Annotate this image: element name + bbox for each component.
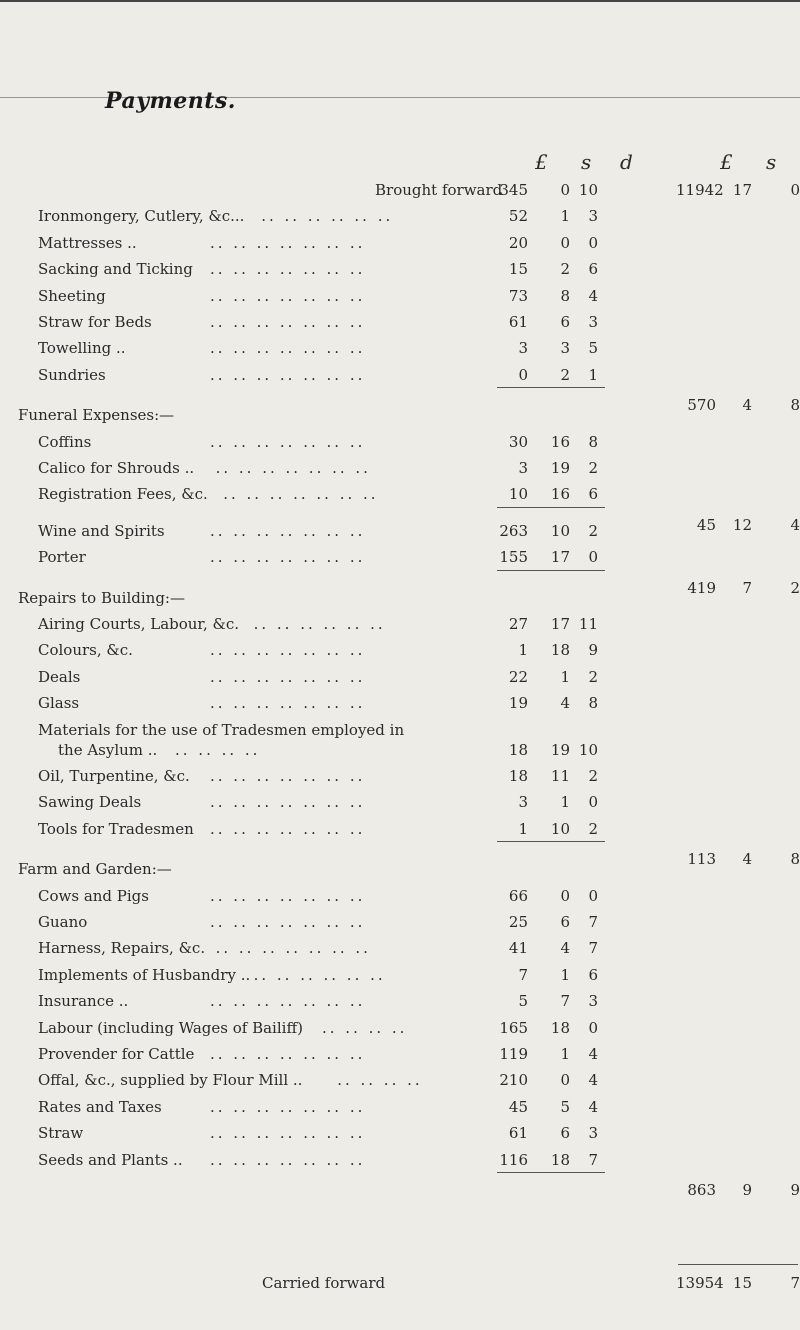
line-item-pounds: 27 [508, 615, 528, 633]
section-heading-label: Farm and Garden:— [18, 860, 172, 879]
section-total-pounds: 570 [687, 396, 716, 415]
section-total-pence: 2 [790, 578, 800, 597]
section-total-shillings: 12 [732, 515, 752, 534]
line-item-label: Straw for Beds [38, 313, 152, 331]
line-item-shillings: 0 [560, 886, 570, 905]
line-item-pounds: 41 [508, 939, 528, 958]
line-item-pounds: 18 [508, 767, 528, 785]
line-item-label: Sheeting [38, 286, 106, 305]
line-item-label: Deals [38, 667, 81, 686]
line-item [0, 1094, 800, 1120]
line-item-shillings: 0 [560, 233, 570, 252]
line-item-label: Sundries [38, 365, 106, 384]
line-item-pence: 2 [588, 819, 598, 838]
line-item-shillings: 6 [560, 313, 570, 331]
line-item-label: Coffins [38, 432, 92, 451]
line-item-pounds: 119 [499, 1045, 528, 1063]
line-item-pence: 3 [588, 313, 598, 331]
line-item [0, 962, 800, 988]
leader-dots: .. .. .. .. .. .. .. [210, 548, 366, 567]
brought-forward-label: Brought forward [375, 181, 503, 199]
section-heading [0, 585, 800, 611]
section-total-pence: 4 [790, 515, 800, 534]
line-item-pounds: 25 [508, 913, 528, 931]
leader-dots: .. .. .. .. .. .. .. [210, 913, 366, 931]
brought-forward-shillings: 0 [560, 181, 570, 199]
leader-dots: .. .. .. .. .. .. .. [210, 1045, 366, 1063]
line-item [0, 481, 800, 507]
line-item-pence: 7 [588, 913, 598, 931]
leader-dots: .. .. .. .. .. .. [261, 207, 394, 226]
line-item [0, 816, 800, 842]
line-item-shillings: 3 [560, 339, 570, 358]
leader-dots: .. .. .. .. .. .. .. [210, 667, 366, 686]
leader-dots: .. .. .. .. .. .. .. [210, 793, 366, 812]
line-item-pounds: 30 [508, 432, 528, 451]
line-item-pounds: 73 [508, 286, 528, 305]
leader-dots: .. .. .. .. .. .. .. [210, 432, 366, 451]
leader-dots: .. .. .. .. .. .. .. [215, 459, 371, 477]
line-item-label: Registration Fees, &c. [38, 485, 208, 504]
section-total-pounds: 45 [696, 515, 716, 534]
section-total-shillings: 4 [742, 396, 752, 415]
line-item [0, 362, 800, 388]
line-item [0, 611, 800, 637]
line-item-shillings: 1 [560, 207, 570, 226]
line-item-shillings: 17 [550, 548, 570, 567]
line-item-pence: 7 [588, 939, 598, 958]
leader-dots: .. .. .. .. .. .. .. [210, 286, 366, 305]
leader-dots: .. .. .. .. .. .. .. [210, 819, 366, 838]
line-item-shillings: 17 [550, 615, 570, 633]
leader-dots: .. .. .. .. [322, 1018, 408, 1037]
line-item-pounds: 10 [508, 485, 528, 504]
total-rule [678, 1264, 798, 1265]
leader-dots: .. .. .. .. .. .. .. [210, 1124, 366, 1143]
line-item-label: Harness, Repairs, &c. [38, 939, 206, 958]
carried-forward-shillings: 15 [732, 1274, 752, 1292]
line-item-shillings: 4 [560, 694, 570, 713]
line-item-label: Towelling .. [38, 339, 126, 358]
line-item [0, 690, 800, 716]
line-item-pence: 4 [588, 1045, 598, 1063]
line-item [0, 883, 800, 909]
line-item-pounds: 1 [518, 641, 528, 660]
line-item-pounds: 3 [518, 459, 528, 477]
line-item-shillings: 1 [560, 793, 570, 812]
line-item-pence: 2 [588, 667, 598, 686]
line-item-pence: 0 [588, 886, 598, 905]
line-item-shillings: 19 [550, 740, 570, 759]
brought-forward-total-shillings: 17 [732, 181, 752, 199]
line-item [0, 789, 800, 815]
line-item-shillings: 1 [560, 667, 570, 686]
line-item-label: Porter [38, 548, 86, 567]
leader-dots: .. .. .. .. .. .. .. [223, 485, 379, 504]
line-item-pence: 8 [588, 432, 598, 451]
line-item-pence: 3 [588, 992, 598, 1011]
line-item-label: Mattresses .. [38, 233, 137, 252]
line-item-pence: 0 [588, 548, 598, 567]
line-item-pounds: 155 [499, 548, 528, 567]
leader-dots: .. .. .. .. .. .. .. [210, 767, 366, 785]
line-item-label: Rates and Taxes [38, 1097, 162, 1116]
section-total-pence: 9 [790, 1181, 800, 1199]
line-item [0, 230, 800, 256]
line-item-pence: 3 [588, 207, 598, 226]
line-item-label: Seeds and Plants .. [38, 1150, 183, 1169]
line-item [0, 664, 800, 690]
header-total-pounds: £ [720, 150, 733, 174]
leader-dots: .. .. .. .. [337, 1071, 423, 1090]
leader-dots: .. .. .. .. .. .. .. [210, 313, 366, 331]
carried-forward-pounds: 13954 [676, 1274, 724, 1292]
brought-forward-pounds: 345 [499, 181, 528, 199]
line-item-shillings: 10 [550, 521, 570, 540]
line-item-pence: 6 [588, 485, 598, 504]
line-item-label: Sacking and Ticking [38, 260, 193, 279]
section-total-shillings: 9 [742, 1181, 752, 1199]
line-item-pence: 5 [588, 339, 598, 358]
leader-dots: .. .. .. .. .. .. .. [210, 521, 366, 540]
leader-dots: .. .. .. .. .. .. [253, 965, 386, 984]
section-total-pounds: 863 [687, 1181, 716, 1199]
top-rule [0, 0, 800, 2]
line-item-shillings: 6 [560, 1124, 570, 1143]
line-item-pence: 4 [588, 286, 598, 305]
line-item [0, 935, 800, 961]
subtotal-rule [497, 841, 605, 842]
line-item-shillings: 1 [560, 1045, 570, 1063]
line-item-label: Colours, &c. [38, 641, 133, 660]
header-pence: d [620, 150, 633, 174]
line-item-pounds: 66 [508, 886, 528, 905]
leader-dots: .. .. .. .. .. .. .. [210, 886, 366, 905]
page-title: Payments. [105, 88, 236, 114]
section-heading [0, 856, 800, 882]
line-item-pence: 0 [588, 1018, 598, 1037]
line-item-pounds: 19 [508, 694, 528, 713]
line-item-label: Materials for the use of Tradesmen employed in [38, 720, 405, 739]
line-item-label: Labour (including Wages of Bailiff) [38, 1018, 303, 1037]
line-item-label: Oil, Turpentine, &c. [38, 767, 190, 785]
line-item [0, 1041, 800, 1067]
section-total-shillings: 4 [742, 850, 752, 869]
line-item-pence: 3 [588, 1124, 598, 1143]
line-item [0, 1067, 800, 1093]
line-item-pounds: 3 [518, 339, 528, 358]
leader-dots: .. .. .. .. .. .. .. [210, 260, 366, 279]
carried-forward-label: Carried forward [262, 1274, 386, 1292]
line-item-shillings: 18 [550, 641, 570, 660]
line-item [0, 256, 800, 282]
line-item-pence: 11 [578, 615, 598, 633]
line-item-pounds: 52 [508, 207, 528, 226]
line-item-shillings: 6 [560, 913, 570, 931]
line-item-pence: 4 [588, 1071, 598, 1090]
line-item-pence: 1 [588, 365, 598, 384]
line-item-pounds: 20 [508, 233, 528, 252]
line-item-pounds: 210 [499, 1071, 528, 1090]
line-item [0, 455, 800, 481]
line-item-label: Insurance .. [38, 992, 129, 1011]
header-pounds: £ [535, 150, 548, 174]
line-item [0, 309, 800, 335]
line-item-pounds: 15 [508, 260, 528, 279]
line-item-shillings: 1 [560, 965, 570, 984]
line-item-shillings: 19 [550, 459, 570, 477]
line-item [0, 544, 800, 570]
leader-dots: .. .. .. .. .. .. [253, 615, 386, 633]
line-item-pounds: 18 [508, 740, 528, 759]
section-heading-label: Repairs to Building:— [18, 588, 185, 607]
line-item [0, 1015, 800, 1041]
brought-forward-row [0, 177, 800, 203]
line-item-pounds: 0 [518, 365, 528, 384]
subtotal-rule [497, 507, 605, 508]
line-item [0, 335, 800, 361]
line-item-shillings: 18 [550, 1018, 570, 1037]
line-item-pence: 2 [588, 521, 598, 540]
section-total-pounds: 419 [687, 578, 716, 597]
section-heading [0, 402, 800, 428]
subtotal-rule [497, 387, 605, 388]
subtotal-rule [497, 570, 605, 571]
line-item-label: Sawing Deals [38, 793, 142, 812]
line-item-pence: 2 [588, 459, 598, 477]
line-item-label: Implements of Husbandry .. [38, 965, 251, 984]
line-item-label: Guano [38, 913, 88, 931]
section-total-pence: 8 [790, 396, 800, 415]
line-item-pounds: 1 [518, 819, 528, 838]
line-item-label: Cows and Pigs [38, 886, 149, 905]
line-item [0, 429, 800, 455]
line-item-label: Airing Courts, Labour, &c. [38, 615, 240, 633]
line-item-continued [0, 737, 800, 763]
line-item-pence: 0 [588, 233, 598, 252]
section-total-shillings: 7 [742, 578, 752, 597]
leader-dots: .. .. .. .. .. .. .. [210, 1150, 366, 1169]
line-item-pounds: 5 [518, 992, 528, 1011]
line-item-label: Glass [38, 694, 80, 713]
line-item-label: Provender for Cattle [38, 1045, 195, 1063]
carried-forward-pence: 7 [790, 1274, 800, 1292]
line-item-shillings: 2 [560, 365, 570, 384]
line-item-label: Straw [38, 1124, 84, 1143]
line-item-pounds: 61 [508, 1124, 528, 1143]
line-item [0, 988, 800, 1014]
line-item-shillings: 10 [550, 819, 570, 838]
leader-dots: .. .. .. .. .. .. .. [210, 694, 366, 713]
line-item-shillings: 18 [550, 1150, 570, 1169]
line-item-shillings: 5 [560, 1097, 570, 1116]
line-item-shillings: 8 [560, 286, 570, 305]
carried-forward-row [0, 1270, 800, 1296]
brought-forward-total-pence: 0 [790, 181, 800, 199]
line-item-pounds: 7 [518, 965, 528, 984]
leader-dots: .. .. .. .. [175, 740, 261, 759]
line-item-shillings: 0 [560, 1071, 570, 1090]
leader-dots: .. .. .. .. .. .. .. [210, 641, 366, 660]
line-item-shillings: 11 [550, 767, 570, 785]
section-total-row [0, 1177, 800, 1203]
leader-dots: .. .. .. .. .. .. .. [210, 1097, 366, 1116]
line-item-pounds: 22 [508, 667, 528, 686]
leader-dots: .. .. .. .. .. .. .. [210, 233, 366, 252]
line-item-shillings: 2 [560, 260, 570, 279]
line-item-shillings: 7 [560, 992, 570, 1011]
line-item-label-cont: the Asylum .. [58, 740, 158, 759]
line-item-pence: 2 [588, 767, 598, 785]
brought-forward-total-pounds: 11942 [676, 181, 724, 199]
line-item-pence: 4 [588, 1097, 598, 1116]
line-item-pence: 8 [588, 694, 598, 713]
line-item [0, 518, 800, 544]
line-item-label: Tools for Tradesmen [38, 819, 194, 838]
line-item-pence: 10 [578, 740, 598, 759]
leader-dots: .. .. .. .. .. .. .. [215, 939, 371, 958]
leader-dots: .. .. .. .. .. .. .. [210, 339, 366, 358]
section-heading-label: Funeral Expenses:— [18, 406, 175, 425]
header-shillings: s [581, 150, 592, 174]
leader-dots: .. .. .. .. .. .. .. [210, 992, 366, 1011]
line-item [0, 909, 800, 935]
line-item-pounds: 116 [499, 1150, 528, 1169]
line-item-pence: 6 [588, 260, 598, 279]
line-item [0, 1120, 800, 1146]
line-item-shillings: 16 [550, 432, 570, 451]
line-item-label: Calico for Shrouds .. [38, 459, 195, 477]
line-item-pence: 6 [588, 965, 598, 984]
line-item-shillings: 4 [560, 939, 570, 958]
line-item-label: Wine and Spirits [38, 521, 165, 540]
line-item-label: Ironmongery, Cutlery, &c... [38, 207, 245, 226]
line-item-pounds: 45 [508, 1097, 528, 1116]
brought-forward-pence: 10 [578, 181, 598, 199]
line-item-pounds: 165 [499, 1018, 528, 1037]
header-total-shillings: s [766, 150, 777, 174]
line-item-pence: 9 [588, 641, 598, 660]
line-item-label: Offal, &c., supplied by Flour Mill .. [38, 1071, 303, 1090]
line-item [0, 1147, 800, 1173]
section-total-pounds: 113 [687, 850, 716, 869]
section-total-pence: 8 [790, 850, 800, 869]
line-item-pounds: 3 [518, 793, 528, 812]
line-item-shillings: 16 [550, 485, 570, 504]
line-item [0, 283, 800, 309]
leader-dots: .. .. .. .. .. .. .. [210, 365, 366, 384]
line-item [0, 203, 800, 229]
subtotal-rule [497, 1172, 605, 1173]
line-item-pence: 0 [588, 793, 598, 812]
line-item-pounds: 263 [499, 521, 528, 540]
line-item-pence: 7 [588, 1150, 598, 1169]
line-item [0, 637, 800, 663]
line-item-pounds: 61 [508, 313, 528, 331]
line-item [0, 763, 800, 789]
